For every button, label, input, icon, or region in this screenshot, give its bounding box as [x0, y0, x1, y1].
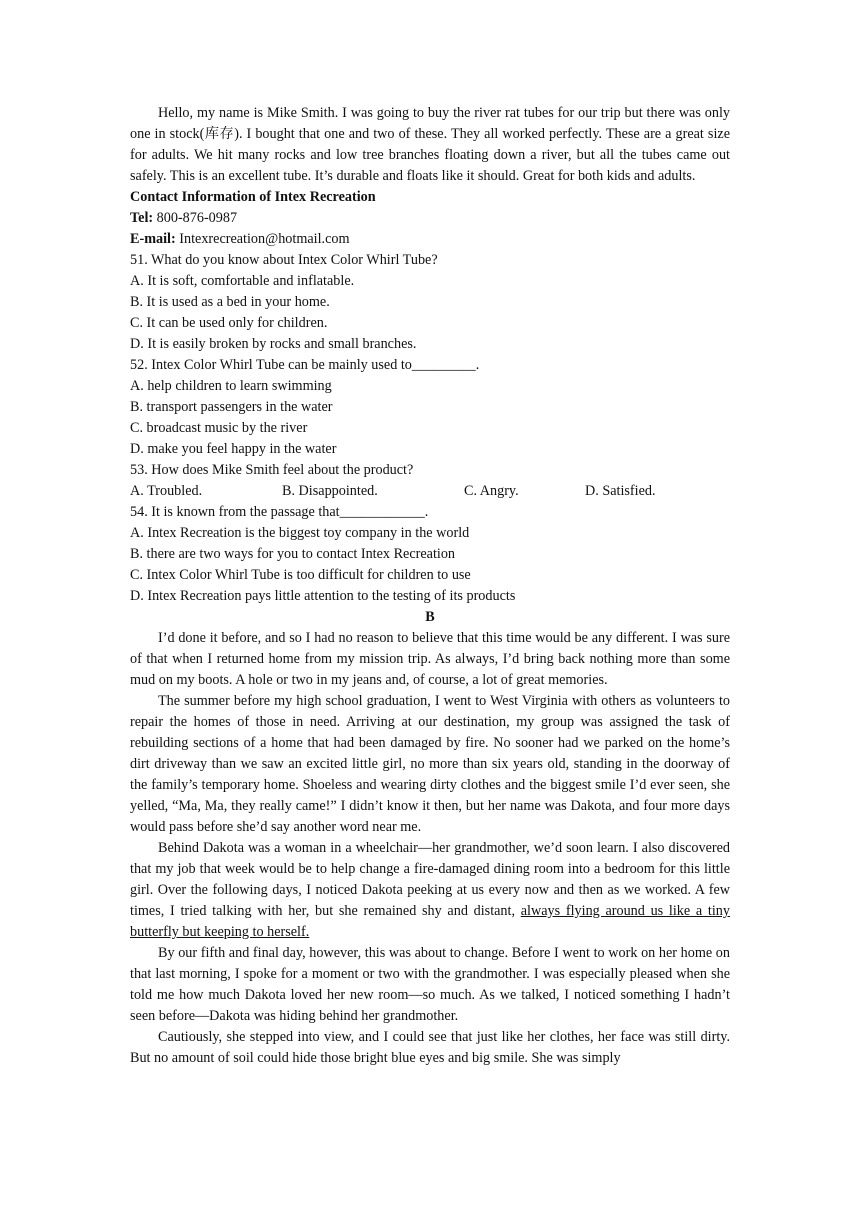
option-d: D. Intex Recreation pays little attention to the testing of its products: [130, 588, 516, 604]
tel-label: Tel:: [130, 210, 154, 226]
review-paragraph: Hello, my name is Mike Smith. I was going to buy the river rat tubes for our trip but there was only one in stock(库存). I bought that one and two of these. They all worked perfectly. These are a great size for adults. We hit many rocks and low tree branches floating down a river, but all the tubes came out safely. This is an excellent tube. It’s durable and floats like it should. Great for both kids and adults.: [130, 105, 730, 184]
contact-email: [130, 229, 730, 250]
contact-heading: Contact Information of Intex Recreation: [130, 189, 376, 205]
options-row: [130, 481, 730, 502]
option-b: B. Disappointed.: [282, 483, 378, 499]
option-c: C. Angry.: [464, 483, 519, 499]
question-stem: [130, 502, 730, 523]
question-stem: 51. What do you know about Intex Color Whirl Tube?: [130, 252, 438, 268]
email-label: E-mail:: [130, 231, 176, 247]
question-52: [130, 355, 730, 460]
passage-b-paragraph-1: I’d done it before, and so I had no reason to believe that this time would be any different. I was sure of that when I returned home from my mission trip. As always, I’d bring back nothing more than some mud on my boots. A hole or two in my jeans and, of course, a lot of great memories.: [130, 630, 730, 688]
option-a: A. It is soft, comfortable and inflatable.: [130, 273, 355, 289]
question-54: [130, 502, 730, 607]
option-b: B. transport passengers in the water: [130, 399, 333, 415]
option-a: A. Intex Recreation is the biggest toy company in the world: [130, 525, 470, 541]
tel-value: 800-876-0987: [153, 210, 238, 226]
option-c: C. broadcast music by the river: [130, 420, 308, 436]
option-d: D. It is easily broken by rocks and small branches.: [130, 336, 417, 352]
question-stem: 53. How does Mike Smith feel about the product?: [130, 462, 414, 478]
option-c: C. It can be used only for children.: [130, 315, 328, 331]
stem-text: 52. Intex Color Whirl Tube can be mainly used to: [130, 357, 412, 373]
contact-tel: [130, 208, 730, 229]
question-stem: [130, 355, 730, 376]
option-b: B. there are two ways for you to contact Intex Recreation: [130, 546, 456, 562]
question-53: [130, 460, 730, 502]
passage-b-paragraph-4: By our fifth and final day, however, this was about to change. Before I went to work on her home on that last morning, I spoke for a moment or two with the grandmother. I was especially pleased when she told me how much Dakota loved her new room—so much. As we talked, I noticed something I hadn’t seen before—Dakota was hiding behind her grandmother.: [130, 945, 730, 1024]
question-51: [130, 250, 730, 355]
paragraph-text: Behind Dakota was a woman in a wheelchair—her grandmother, we’d soon learn. I also discovered that my job that week would be to help change a fire-damaged dining room into a bedroom for this little girl. Over the following days, I noticed Dakota peeking at us every now and then as we worked. A few times, I tried talking with her, but she remained shy and distant,: [130, 840, 730, 919]
option-a: A. help children to learn swimming: [130, 378, 332, 394]
email-value: Intexrecreation@hotmail.com: [175, 231, 350, 247]
answer-blank: ____________: [339, 504, 425, 520]
option-b: B. It is used as a bed in your home.: [130, 294, 330, 310]
document-page: [130, 103, 730, 1069]
option-d: D. make you feel happy in the water: [130, 441, 337, 457]
underlined-sentence: always flying around us like a tiny butterfly but keeping to herself.: [130, 903, 730, 940]
passage-b-paragraph-5: Cautiously, she stepped into view, and I could see that just like her clothes, her face was still dirty. But no amount of soil could hide those bright blue eyes and big smile. She was simply: [130, 1029, 730, 1066]
passage-b-paragraph-2: The summer before my high school graduation, I went to West Virginia with others as volunteers to repair the homes of those in need. Arriving at our destination, my group was assigned the task of rebuilding sections of a home that had been damaged by fire. No sooner had we parked on the home’s dirt driveway than we saw an excited little girl, no more than six years old, standing in the doorway of the family’s temporary home. Shoeless and wearing dirty clothes and the biggest smile I’d ever seen, she yelled, “Ma, Ma, they really came!” I didn’t know it then, but her name was Dakota, and four more days would pass before she’d say another word near me.: [130, 693, 730, 835]
option-d: D. Satisfied.: [585, 483, 656, 499]
stem-end: .: [475, 357, 480, 373]
passage-b-paragraph-3: [130, 838, 730, 943]
option-c: C. Intex Color Whirl Tube is too difficult for children to use: [130, 567, 471, 583]
stem-text: 54. It is known from the passage that: [130, 504, 340, 520]
stem-end: .: [424, 504, 429, 520]
answer-blank: _________: [411, 357, 476, 373]
option-a: A. Troubled.: [130, 483, 203, 499]
section-heading-b: B: [425, 609, 435, 625]
